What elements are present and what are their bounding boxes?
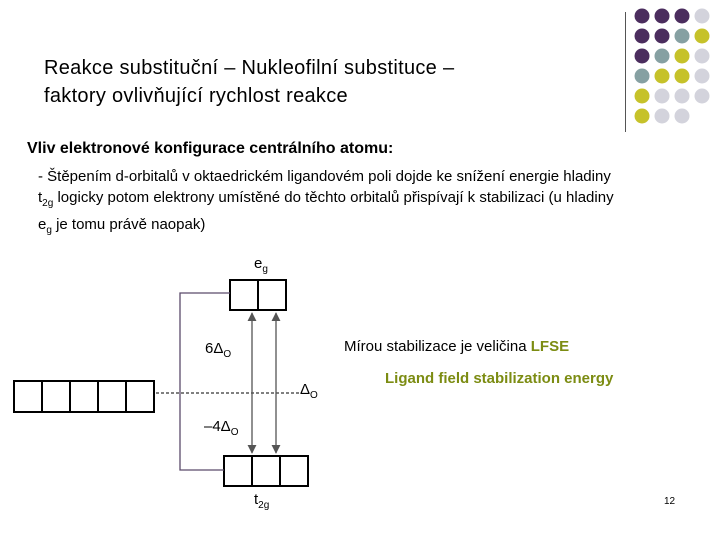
eg-label xyxy=(254,255,268,275)
energy-arrows xyxy=(252,313,276,453)
section-heading: Vliv elektronové konfigurace centrálního atomu: xyxy=(27,140,394,157)
upper-energy-label xyxy=(205,340,231,360)
slide-title-line-1: Reakce substituční – Nukleofilní substituce – xyxy=(44,57,455,79)
t2g-label-main: t xyxy=(254,491,259,508)
lfse-statement xyxy=(344,338,569,355)
degenerate-orbital-boxes xyxy=(14,381,154,412)
bullet-text-part-1: - Štěpením d-orbitalů v oktaedrickém ligandovém poli dojde ke snížení energie hladiny t xyxy=(38,168,611,206)
lower-energy-sub: O xyxy=(230,427,239,438)
lfse-full-name: Ligand field stabilization energy xyxy=(385,370,614,387)
lower-energy-main: –4Δ xyxy=(204,418,231,435)
t2g-subscript: 2g xyxy=(42,198,54,209)
delta-main: Δ xyxy=(300,381,311,398)
eg-label-main: e xyxy=(254,255,263,272)
slide-title-line-2: faktory ovlivňující rychlost reakce xyxy=(44,85,348,107)
delta-sub: O xyxy=(310,390,318,401)
page-number: 12 xyxy=(664,496,676,507)
lfse-abbreviation: LFSE xyxy=(530,338,570,355)
t2g-label xyxy=(254,491,269,511)
t2g-orbital-boxes xyxy=(224,456,308,486)
bullet-text-part-3: je tomu právě naopak) xyxy=(51,216,206,233)
delta-o-label xyxy=(300,381,318,401)
eg-orbital-boxes xyxy=(230,280,286,310)
lower-energy-label xyxy=(204,418,239,438)
bullet-text-part-2: logicky potom elektrony umístěné do těchto orbitalů přispívají k stabilizaci (u hladiny e xyxy=(38,189,614,233)
lfse-statement-text: Mírou stabilizace je veličina xyxy=(344,338,531,355)
eg-subscript: g xyxy=(46,225,52,236)
upper-energy-main: 6Δ xyxy=(205,340,224,357)
upper-energy-sub: O xyxy=(223,349,232,360)
splitting-lines xyxy=(180,293,230,470)
eg-label-sub: g xyxy=(262,264,268,275)
t2g-label-sub: 2g xyxy=(258,500,270,511)
